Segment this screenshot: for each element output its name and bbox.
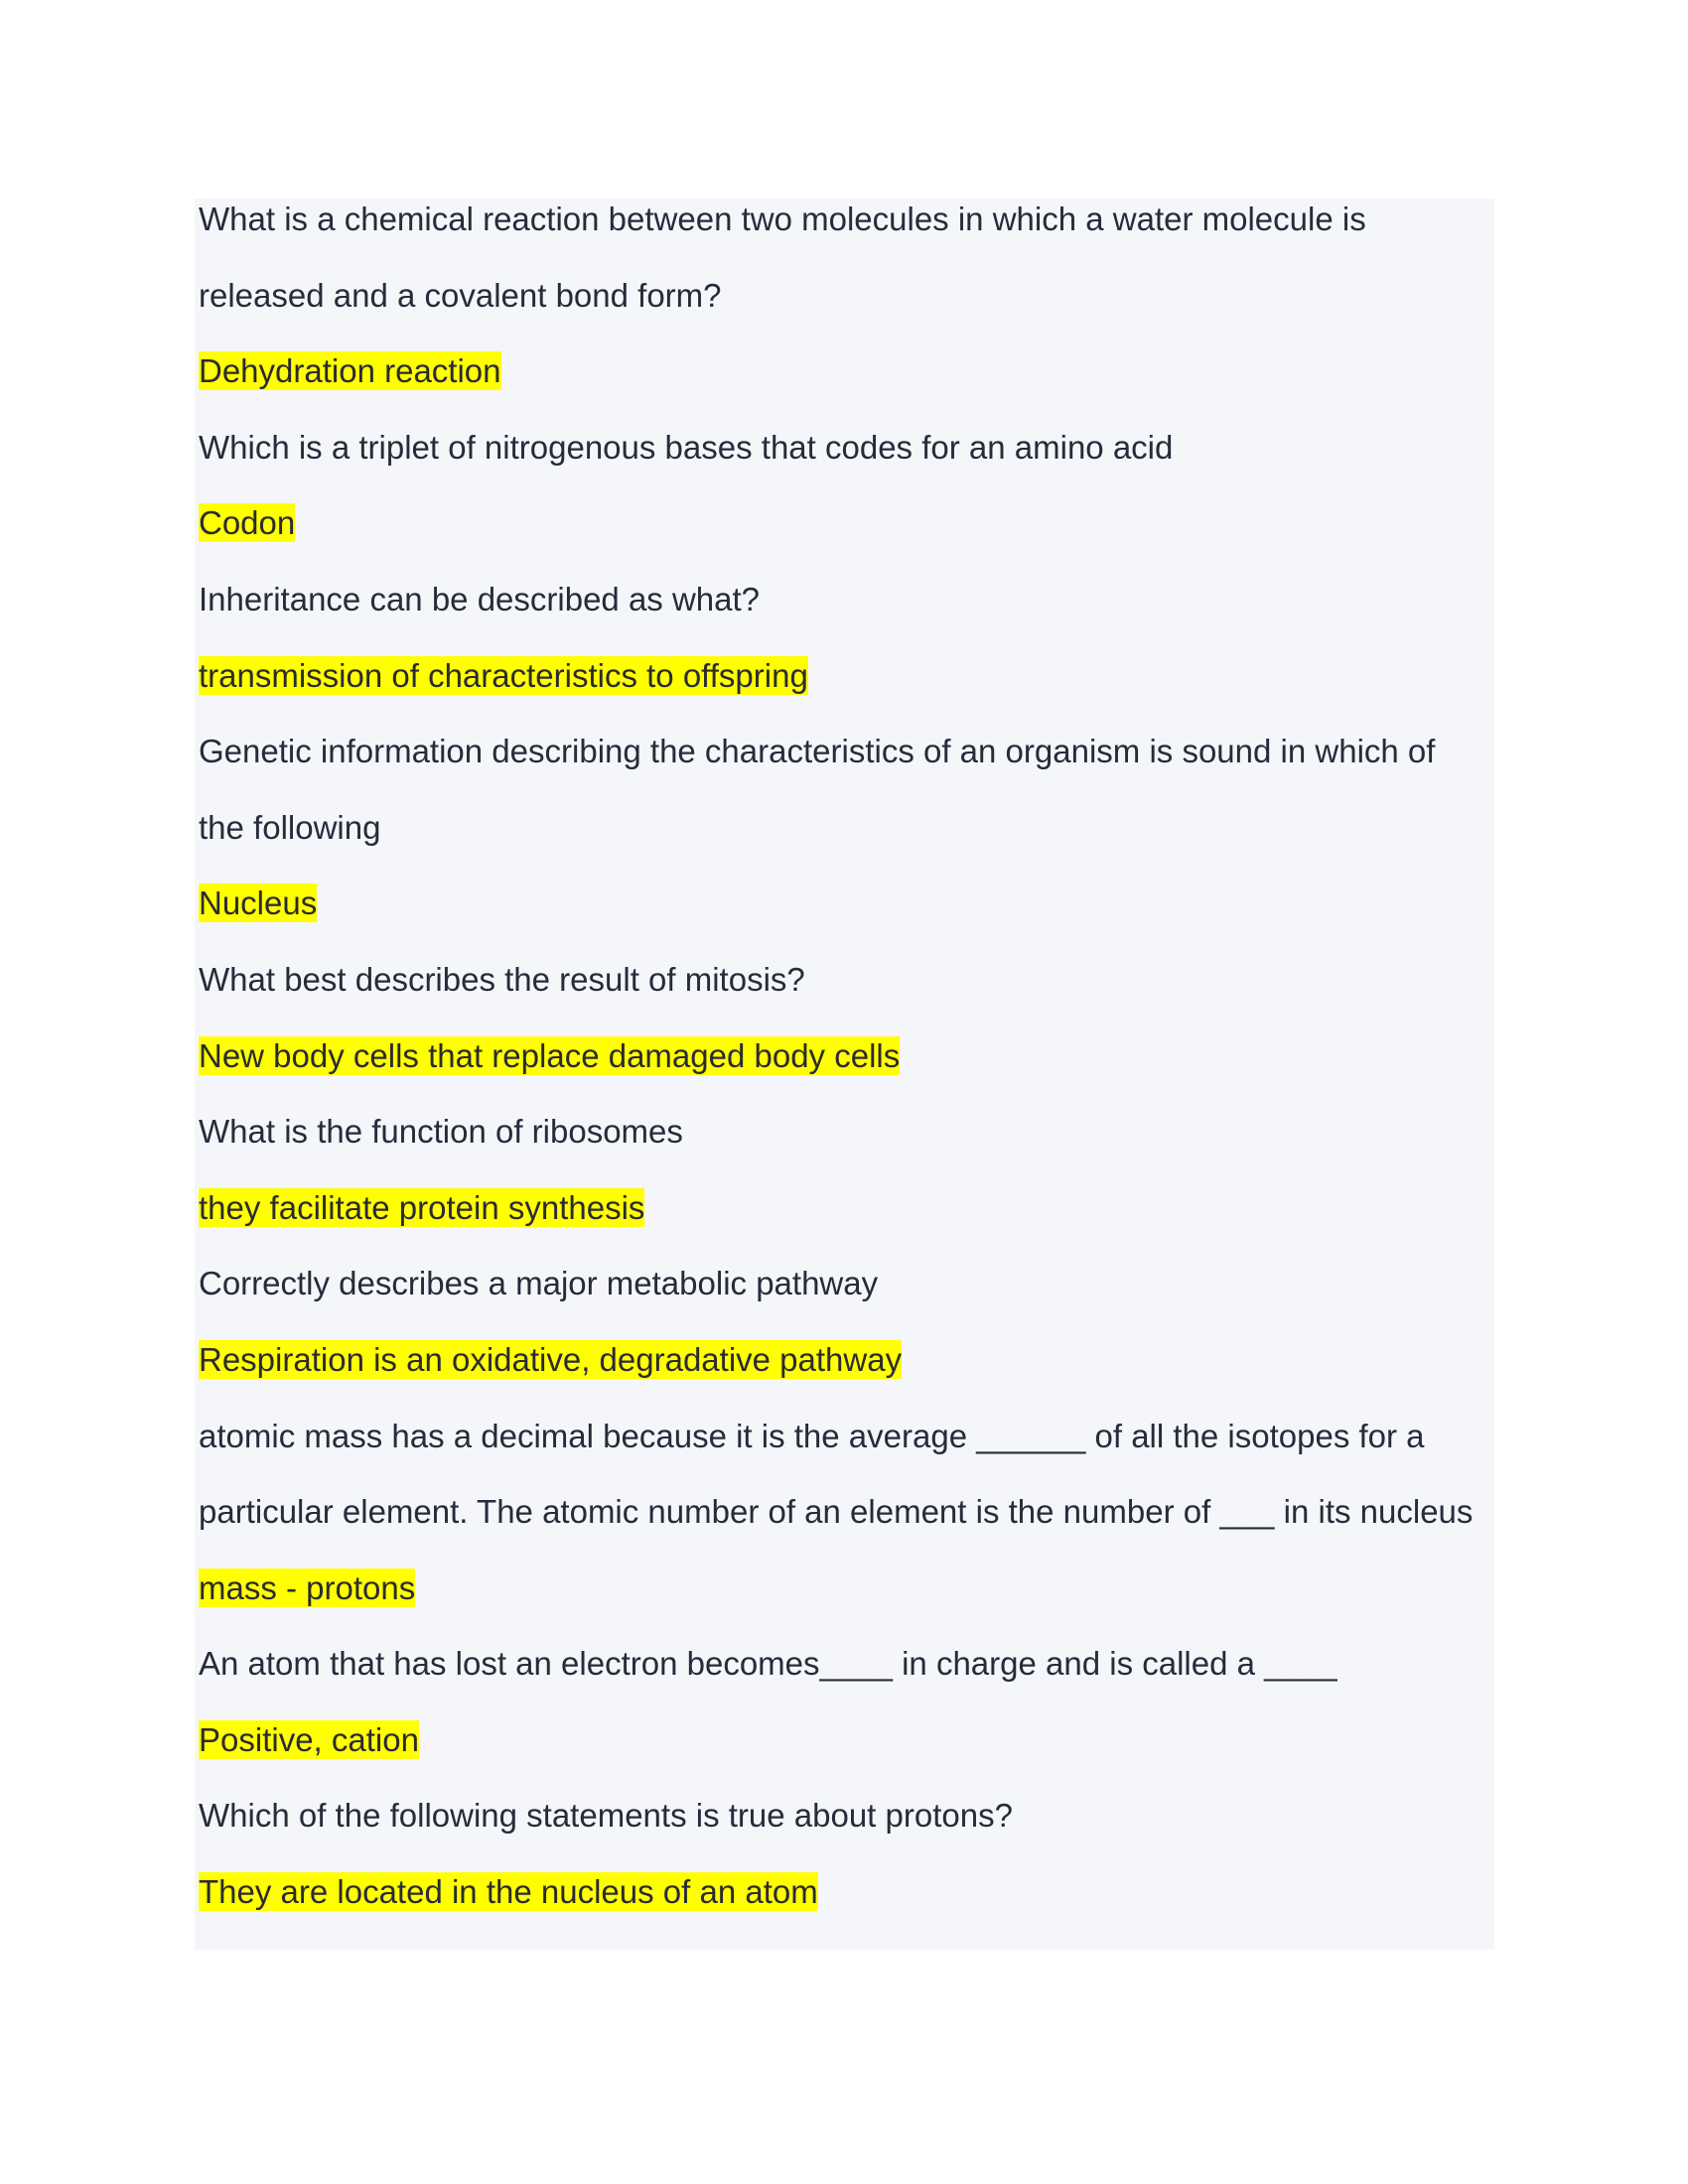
highlighted-answer: New body cells that replace damaged body cells: [199, 1036, 901, 1074]
answer-line: [199, 1036, 1494, 1113]
highlighted-answer: Codon: [199, 504, 296, 542]
question-line: [199, 428, 1494, 504]
answer-line: [199, 351, 1494, 428]
answer-line: [199, 1720, 1494, 1797]
answer-line: [199, 1569, 1494, 1645]
question-line: [199, 1264, 1494, 1340]
highlighted-answer: transmission of characteristics to offspring: [199, 656, 808, 694]
question-text: atomic mass has a decimal because it is the average ______ of all the isotopes for a: [199, 1417, 1425, 1454]
highlighted-answer: Positive, cation: [199, 1720, 419, 1758]
highlighted-answer: They are located in the nucleus of an atom: [199, 1873, 818, 1911]
answer-line: [199, 656, 1494, 733]
question-line: [199, 200, 1494, 276]
question-text: An atom that has lost an electron becomes____ in charge and is called a ____: [199, 1645, 1337, 1683]
highlighted-answer: Nucleus: [199, 885, 318, 922]
question-line: [199, 960, 1494, 1036]
answer-line: [199, 1188, 1494, 1265]
question-line: [199, 1796, 1494, 1872]
answer-line: [199, 1872, 1494, 1949]
question-line: [199, 276, 1494, 352]
question-line: [199, 1644, 1494, 1720]
question-text: the following: [199, 808, 381, 846]
question-text: Inheritance can be described as what?: [199, 580, 761, 617]
highlighted-answer: Dehydration reaction: [199, 352, 501, 390]
highlighted-answer: Respiration is an oxidative, degradative pathway: [199, 1340, 903, 1378]
question-line: [199, 1492, 1494, 1569]
qa-panel: [195, 199, 1494, 1950]
question-line: [199, 808, 1494, 885]
highlighted-answer: mass - protons: [199, 1569, 416, 1606]
question-text: Which is a triplet of nitrogenous bases that codes for an amino acid: [199, 428, 1174, 466]
question-text: Correctly describes a major metabolic pathway: [199, 1265, 879, 1302]
question-line: [199, 1417, 1494, 1493]
question-text: released and a covalent bond form?: [199, 276, 722, 314]
question-text: particular element. The atomic number of an element is the number of ___ in its nucleus: [199, 1493, 1474, 1531]
question-line: [199, 580, 1494, 656]
question-line: [199, 1112, 1494, 1188]
question-text: What is the function of ribosomes: [199, 1113, 683, 1151]
question-text: What best describes the result of mitosis?: [199, 960, 805, 998]
answer-line: [199, 884, 1494, 960]
question-text: What is a chemical reaction between two molecules in which a water molecule is: [199, 201, 1366, 237]
question-line: [199, 732, 1494, 808]
answer-line: [199, 503, 1494, 580]
answer-line: [199, 1340, 1494, 1417]
question-text: Genetic information describing the characteristics of an organism is sound in which of: [199, 733, 1436, 770]
highlighted-answer: they facilitate protein synthesis: [199, 1188, 645, 1226]
question-text: Which of the following statements is true about protons?: [199, 1797, 1013, 1835]
